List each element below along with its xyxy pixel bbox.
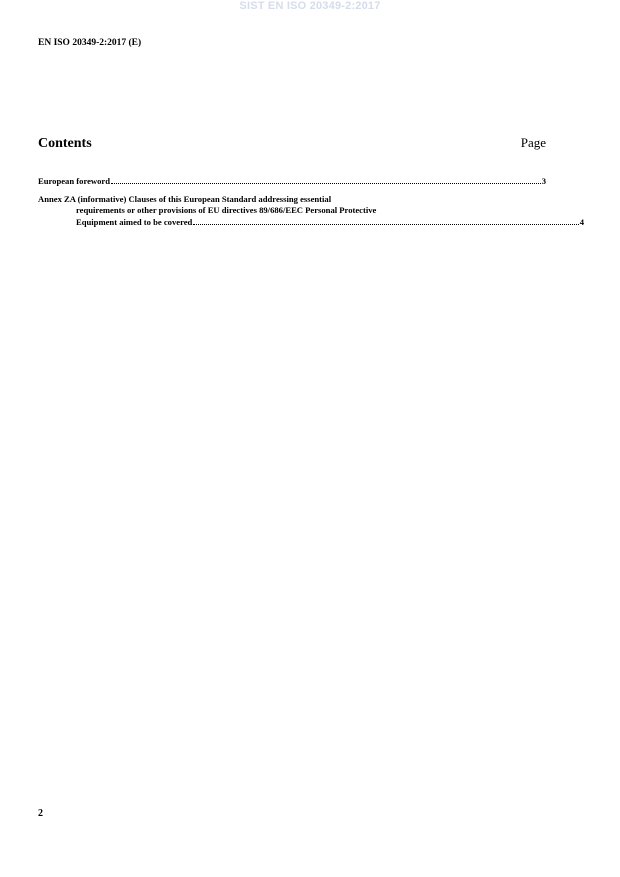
document-id-header: EN ISO 20349-2:2017 (E) — [38, 38, 142, 48]
toc-entry-foreword[interactable] — [38, 176, 546, 188]
toc-entry-page[interactable]: 4 — [579, 216, 584, 227]
contents-heading-row — [38, 135, 546, 152]
toc-entry-title-line-1[interactable]: Annex ZA (informative) Clauses of this European Standard addressing essential — [38, 193, 332, 204]
toc-entry-title[interactable]: European foreword — [38, 176, 111, 186]
toc-entry-title-line-2[interactable]: requirements or other provisions of EU directives 89/686/EEC Personal Protective — [76, 205, 377, 215]
contents-title: Contents — [38, 136, 92, 151]
watermark: SIST EN ISO 20349-2:2017 — [239, 0, 381, 12]
page-number: 2 — [38, 808, 43, 819]
toc-entry-annex-za[interactable] — [38, 193, 584, 229]
page-column-label: Page — [520, 135, 546, 150]
toc-leader-dots — [193, 224, 578, 225]
toc-entry-title-line-3[interactable]: Equipment aimed to be covered — [76, 216, 193, 227]
toc-entry-page[interactable]: 3 — [541, 176, 546, 186]
toc-leader-dots — [111, 183, 541, 184]
table-of-contents — [38, 176, 584, 234]
